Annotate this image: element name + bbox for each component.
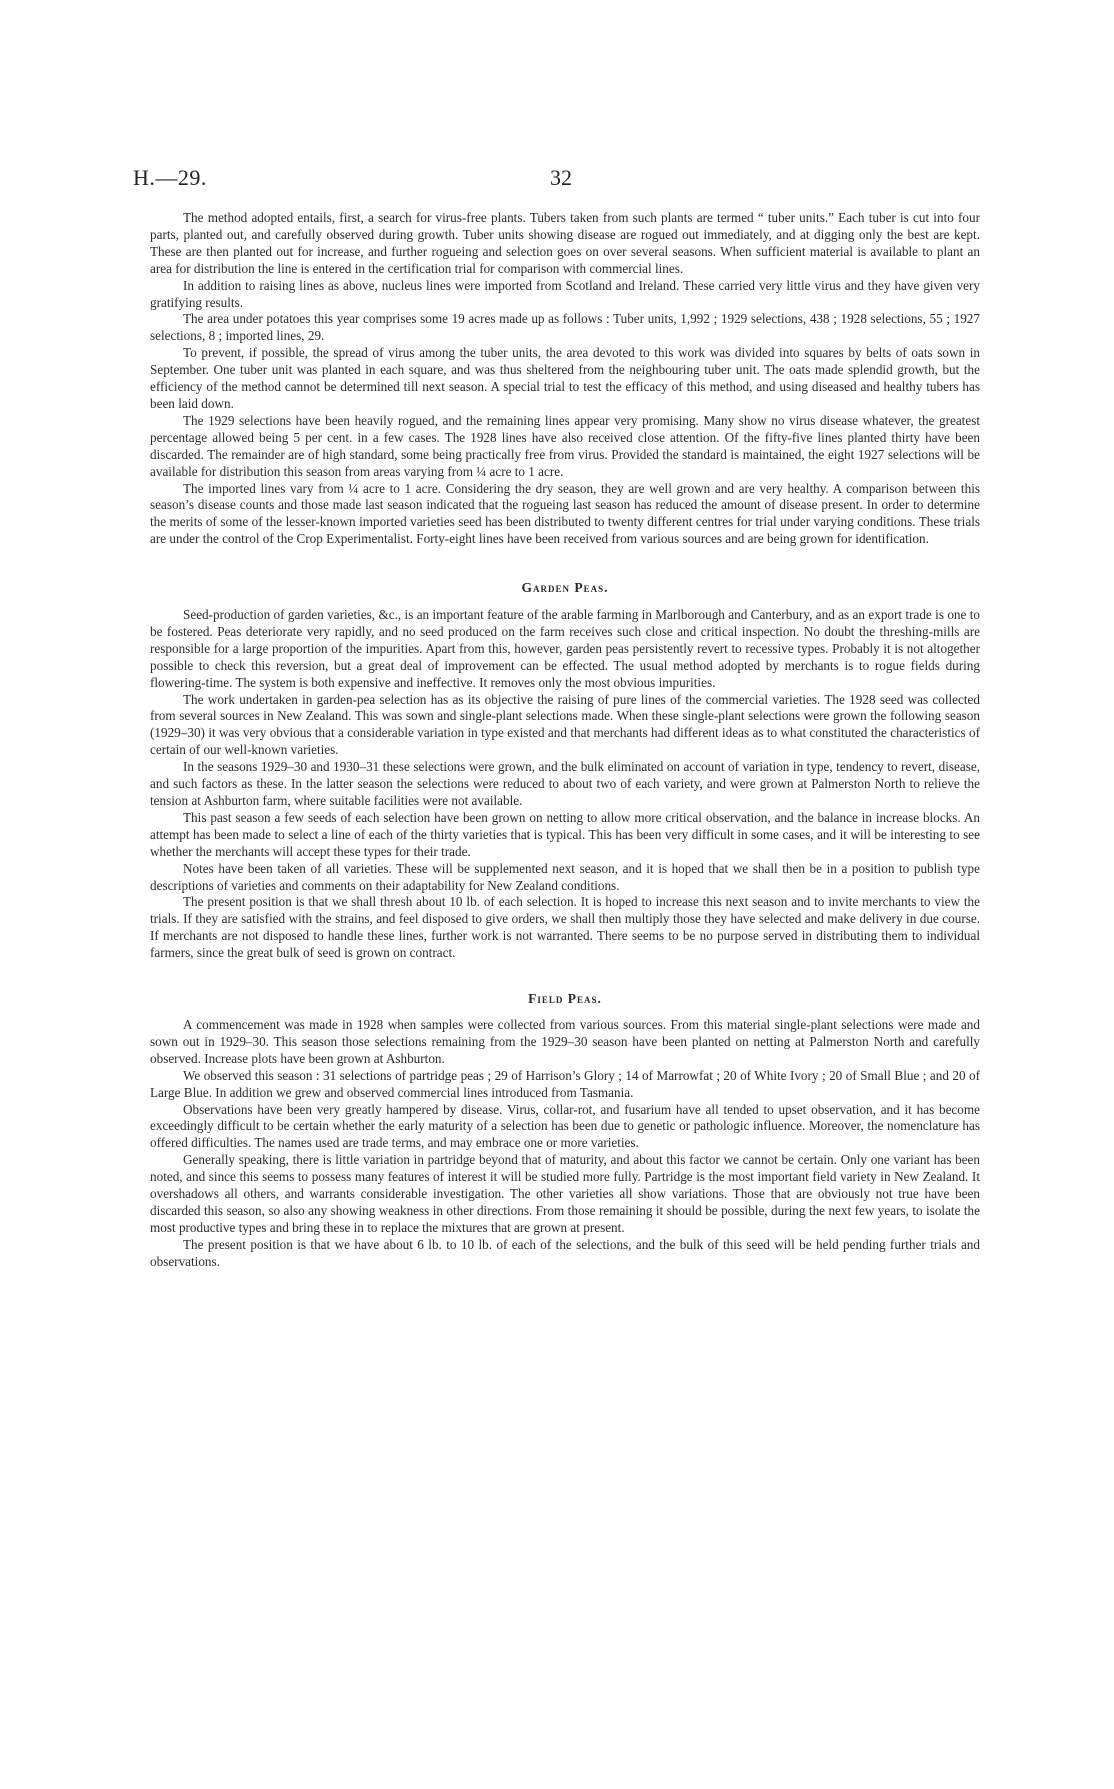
section-heading-garden-peas: Garden Peas. [521,580,609,596]
paragraph: Notes have been taken of all varieties. These will be supplemented next season, and it is hoped that we shall then be in a position to publish type descriptions of varieties and comments on their adaptability for New Zealand conditions. [150,860,980,893]
garden-peas-section [150,580,980,962]
paragraph: Observations have been very greatly hampered by disease. Virus, collar-rot, and fusarium have all tended to upset observation, and it has become exceedingly difficult to be certain whether the early maturity of a selection has been due to genetic or pathologic influence. Moreover, the nomenclature has offered difficulties. The names used are trade terms, and may embrace one or more varieties. [150,1101,980,1151]
paragraph: We observed this season : 31 selections of partridge peas ; 29 of Harrison’s Glory ; 14 of Marrowfat ; 20 of White Ivory ; 20 of Small Blue ; and 20 of Large Blue. In addition we grew and observed commercial lines introduced from Tasmania. [150,1067,980,1100]
paragraph: The 1929 selections have been heavily rogued, and the remaining lines appear very promising. Many show no virus disease whatever, the greatest percentage allowed being 5 per cent. in a few cases. The 1928 lines have also received close attention. Of the fifty-five lines planted thirty have been discarded. The remainder are of high standard, some being practically free from virus. Provided the standard is maintained, the eight 1927 selections will be available for distribution this season from areas varying from ¼ acre to 1 acre. [150,412,980,479]
page-number: 32 [550,165,572,190]
paragraph: The present position is that we shall thresh about 10 lb. of each selection. It is hoped to increase this next season and to invite merchants to view the trials. If they are satisfied with the strains, and feel disposed to give orders, we shall then multiply those they have selected and make delivery in due course. If merchants are not disposed to handle these lines, further work is not warranted. There seems to be no purpose served in distributing them to individual farmers, since the great bulk of seed is grown on contract. [150,894,980,961]
document-reference: H.—29. [133,165,207,190]
section-heading-field-peas: Field Peas. [528,991,602,1007]
potatoes-section [150,210,980,548]
paragraph: The work undertaken in garden-pea selection has as its objective the raising of pure lines of the commercial varieties. The 1928 seed was collected from several sources in New Zealand. This was sown and single-plant selections made. When these single-plant selections were grown the following season (1929–30) it was very obvious that a considerable variation in type existed and that merchants had different ideas as to what constituted the characteristics of certain of our well-known varieties. [150,691,980,758]
paragraph: The area under potatoes this year comprises some 19 acres made up as follows : Tuber units, 1,992 ; 1929 selections, 438 ; 1928 selections, 55 ; 1927 selections, 8 ; imported lines, 29. [150,311,980,344]
paragraph: The imported lines vary from ¼ acre to 1 acre. Considering the dry season, they are well grown and are very healthy. A comparison between this season’s disease counts and those made last season indicated that the rogueing last season has reduced the amount of disease present. In order to determine the merits of some of the lesser-known imported varieties seed has been distributed to twenty different centres for trial under varying conditions. These trials are under the control of the Crop Experimentalist. Forty-eight lines have been received from various sources and are being grown for identification. [150,480,980,547]
paragraph: This past season a few seeds of each selection have been grown on netting to allow more critical observation, and the balance in increase blocks. An attempt has been made to select a line of each of the thirty varieties that is typical. This has been very difficult in some cases, and it will be interesting to see whether the merchants will accept these types for their trade. [150,809,980,859]
document-body [150,210,980,1271]
paragraph: To prevent, if possible, the spread of virus among the tuber units, the area devoted to this work was divided into squares by belts of oats sown in September. One tuber unit was planted in each square, and was thus sheltered from the neighbouring tuber unit. The oats made splendid growth, but the efficiency of the method cannot be determined till next season. A special trial to test the efficacy of this method, and using diseased and healthy tubers has been laid down. [150,345,980,411]
paragraph: The method adopted entails, first, a search for virus-free plants. Tubers taken from such plants are termed “ tuber units.” Each tuber is cut into four parts, planted out, and carefully observed during growth. Tuber units showing disease are rogued out immediately, and at digging only the best are kept. These are then planted out for increase, and further rogueing and selection goes on over several seasons. When sufficient material is available to plant an area for distribution the line is entered in the certification trial for comparison with commercial lines. [150,210,980,276]
page-header [133,165,983,195]
field-peas-section [150,991,980,1271]
paragraph: In the seasons 1929–30 and 1930–31 these selections were grown, and the bulk eliminated on account of variation in type, tendency to revert, disease, and such factors as these. In the latter season the selections were reduced to about two of each variety, and were grown at Palmerston North to relieve the tension at Ashburton farm, where suitable facilities were not available. [150,759,980,808]
paragraph: Generally speaking, there is little variation in partridge beyond that of maturity, and about this factor we cannot be certain. Only one variant has been noted, and since this seems to possess many features of interest it will be studied more fully. Partridge is the most important field variety in New Zealand. It overshadows all others, and warrants considerable investigation. The other varieties all show variations. Those that are obviously not true have been discarded this season, so also any showing weakness in other directions. From those remaining it should be possible, during the next few years, to isolate the most productive types and bring these in to replace the mixtures that are grown at present. [150,1152,980,1235]
paragraph: A commencement was made in 1928 when samples were collected from various sources. From this material single-plant selections were made and sown out in 1929–30. This season those selections remaining from the 1929–30 season have been planted on netting at Palmerston North and carefully observed. Increase plots have been grown at Ashburton. [150,1016,980,1066]
paragraph: Seed-production of garden varieties, &c., is an important feature of the arable farming in Marlborough and Canterbury, and as an export trade is one to be fostered. Peas deteriorate very rapidly, and no seed produced on the farm receives such close and critical inspection. No doubt the threshing-mills are responsible for a large proportion of the impurities. Apart from this, however, garden peas persistently revert to recessive types. Probably it is not altogether possible to check this reversion, but a great deal of improvement can be effected. The usual method adopted by merchants is to rogue fields during flowering-time. The system is both expensive and ineffective. It removes only the most obvious impurities. [150,607,980,690]
paragraph: The present position is that we have about 6 lb. to 10 lb. of each of the selections, and the bulk of this seed will be held pending further trials and observations. [150,1236,980,1269]
paragraph: In addition to raising lines as above, nucleus lines were imported from Scotland and Ireland. These carried very little virus and they have given very gratifying results. [150,277,980,310]
